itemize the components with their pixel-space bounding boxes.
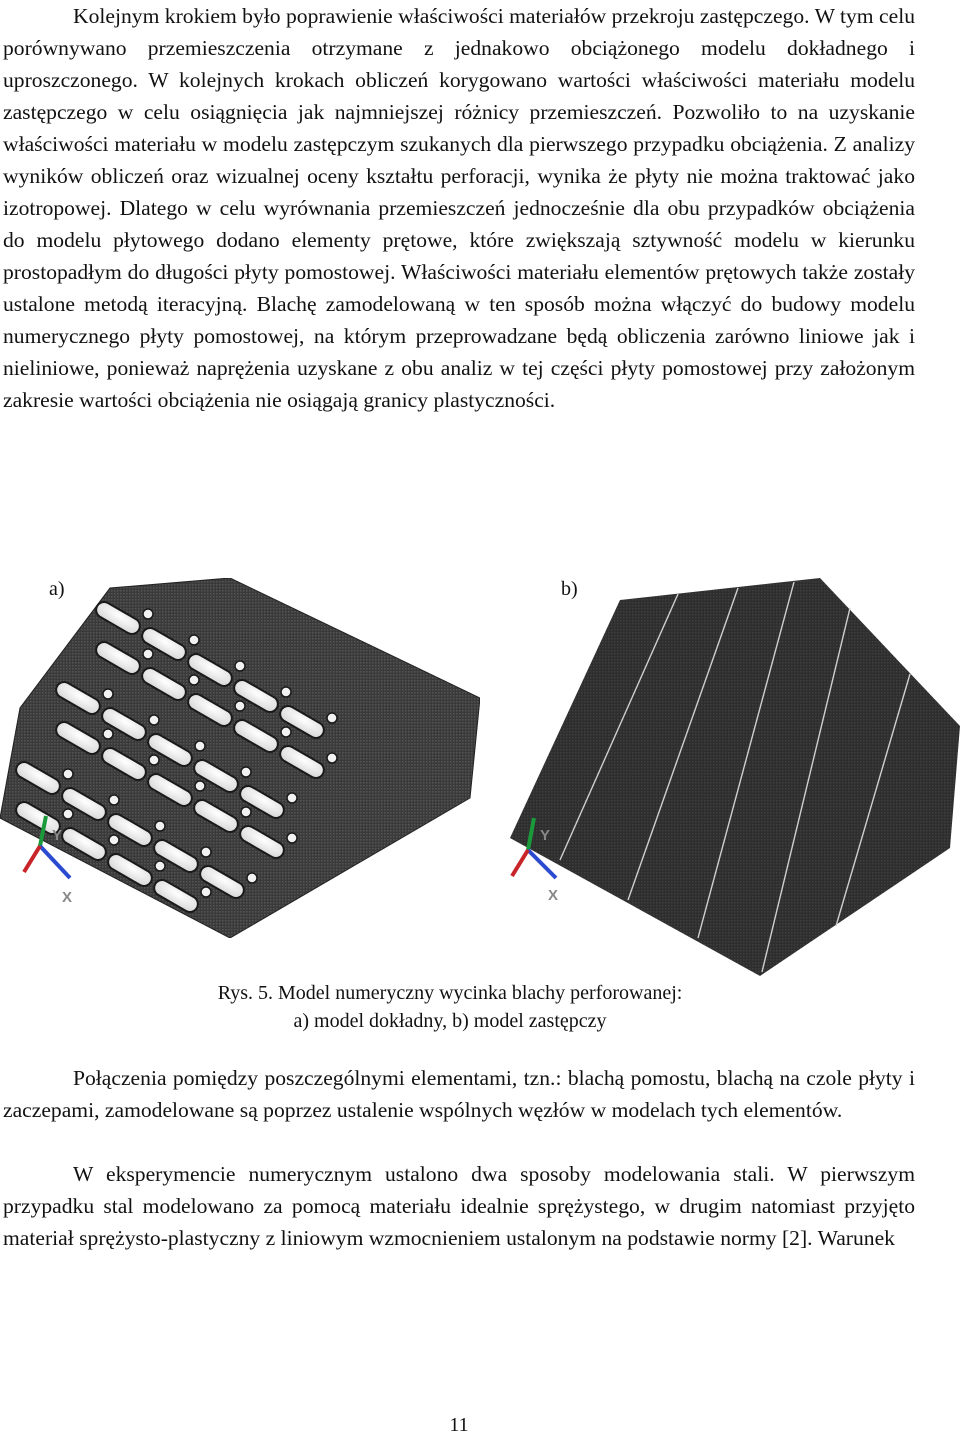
axis-x-label: X: [548, 887, 559, 904]
perforation-hole: [327, 713, 337, 723]
perforation-hole: [103, 689, 113, 699]
perforation-hole: [241, 807, 251, 817]
perforation-hole: [63, 769, 73, 779]
axis-y-label: Y: [540, 827, 551, 844]
paragraph-2: Połączenia pomiędzy poszczególnymi elementami, tzn.: blachą pomostu, blachą na czole płyty i zaczepami, zamodelowane są poprzez ustalenie wspólnych węzłów w modelach tych elementów.: [3, 1066, 915, 1122]
figure-caption-line-1: Rys. 5. Model numeryczny wycinka blachy perforowanej:: [217, 982, 683, 1004]
perforation-hole: [143, 649, 153, 659]
perforation-hole: [189, 675, 199, 685]
perforation-hole: [235, 661, 245, 671]
figure-a-detailed-model: [0, 578, 480, 938]
perforation-hole: [155, 821, 165, 831]
figure-caption-line-2: a) model dokładny, b) model zastępczy: [293, 1010, 607, 1032]
perforation-hole: [281, 727, 291, 737]
perforation-hole: [287, 793, 297, 803]
perforation-hole: [235, 701, 245, 711]
figure-label-a: a): [49, 578, 65, 600]
perforation-hole: [109, 795, 119, 805]
figure-b-equivalent-model: [500, 578, 960, 978]
perforation-hole: [63, 809, 73, 819]
perforation-hole: [149, 715, 159, 725]
perforation-hole: [149, 755, 159, 765]
perforation-hole: [247, 873, 257, 883]
paragraph-3: W eksperymencie numerycznym ustalono dwa sposoby modelowania stali. W pierwszym przypadku stal modelowano za pomocą materiału idealnie sprężystego, w drugim natomiast przyjęto materiał sprężysto-plastyczny z liniowym wzmocnieniem ustalonym na podstawie normy [2]. Warunek: [3, 1162, 915, 1250]
page-number: 11: [449, 1414, 469, 1436]
perforation-hole: [143, 609, 153, 619]
perforation-hole: [195, 781, 205, 791]
paragraph-1: Kolejnym krokiem było poprawienie właściwości materiałów przekroju zastępczego. W tym celu porównywano przemieszczenia otrzymane z jednakowo obciążonego modelu dokładnego i uproszczonego. W kolejnych krokach obliczeń korygowano wartości właściwości materiału modelu zastępczego w celu osiągnięcia jak najmniejszej różnicy przemieszczeń. Pozwoliło to na uzyskanie właściwości materiału w modelu zastępczym szukanych dla pierwszego przypadku obciążenia. Z analizy wyników obliczeń oraz wizualnej oceny kształtu perforacji, wynika że płyty nie można traktować jako izotropowej. Dlatego w celu wyrównania przemieszczeń jednocześnie dla obu przypadków obciążenia do modelu płytowego dodano elementy prętowe, które zwiększają sztywność modelu w kierunku prostopadłym do długości płyty pomostowej. Właściwości materiału elementów prętowych także zostały ustalone metodą iteracyjną. Blachę zamodelowaną w ten sposób można włączyć do budowy modelu numerycznego płyty pomostowej, na którym przeprowadzane będą obliczenia zarówno liniowe jak i nieliniowe, ponieważ naprężenia uzyskane z obu analiz w tej części płyty pomostowej przy założonym zakresie wartości obciążenia nie osiągają granicy plastyczności.: [3, 4, 915, 412]
perforation-hole: [103, 729, 113, 739]
perforation-hole: [287, 833, 297, 843]
perforation-hole: [241, 767, 251, 777]
axis-x-label: X: [62, 889, 73, 906]
perforation-hole: [201, 847, 211, 857]
axis-y-label: Y: [52, 827, 63, 844]
figure-label-b: b): [561, 578, 578, 600]
perforation-hole: [327, 753, 337, 763]
perforation-hole: [189, 635, 199, 645]
perforation-hole: [155, 861, 165, 871]
perforation-hole: [281, 687, 291, 697]
perforation-hole: [109, 835, 119, 845]
perforation-hole: [195, 741, 205, 751]
perforation-hole: [201, 887, 211, 897]
